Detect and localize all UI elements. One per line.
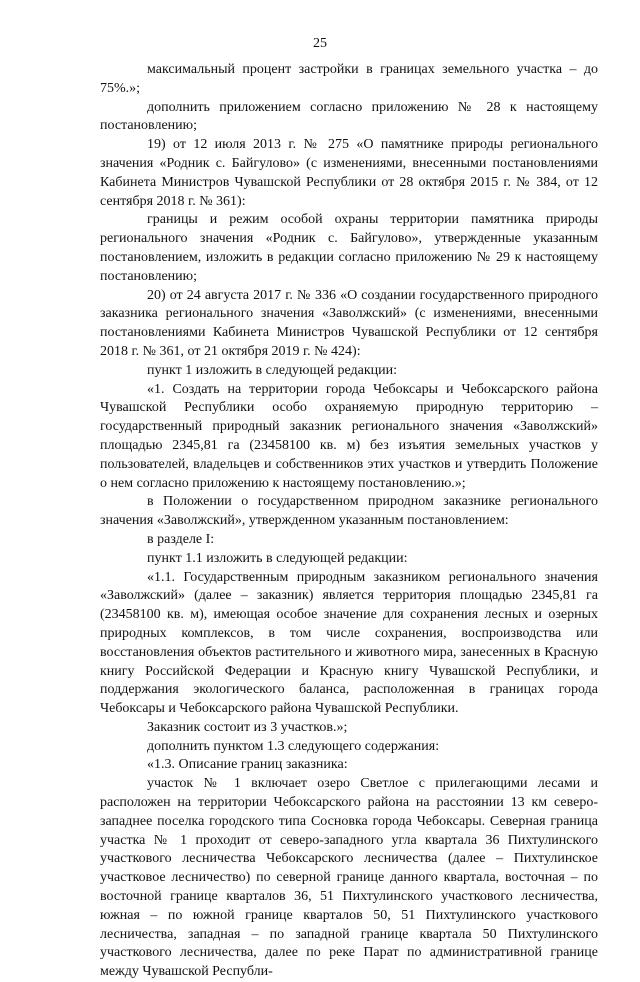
paragraph-4: границы и режим особой охраны территории памятника природы регионального значения «Родник с. Байгулово», утвержденные указанным постановлением, изложить в редакции согласно приложению № 29 к настоящему постановлению; <box>100 212 598 284</box>
paragraph-12: Заказник состоит из 3 участков.»; <box>147 719 348 735</box>
paragraph-10: пункт 1.1 изложить в следующей редакции: <box>147 550 408 566</box>
paragraph-9: в разделе I: <box>147 531 215 547</box>
document-body <box>100 61 598 982</box>
page-number: 25 <box>313 36 327 51</box>
paragraph-6: пункт 1 изложить в следующей редакции: <box>147 362 397 378</box>
paragraph-3: 19) от 12 июля 2013 г. № 275 «О памятнике природы регионального значения «Родник с. Байгулово» (с изменениями, внесенными постановлениями Кабинета Министров Чувашской Республики от 28 октября 2015 г. № 384, от 12 сентября 2018 г. № 361): <box>100 137 598 209</box>
paragraph-15: участок № 1 включает озеро Светлое с прилегающими лесами и расположен на территории Чебоксарского района на расстоянии 13 км северо-западнее поселка городского типа Сосновка города Чебоксары. Северная граница участка № 1 проходит от северо-западного угла квартала 36 Пихтулинского участкового лесничества Чебоксарского лесничества (далее – Пихтулинское участковое лесничество) по северной границе данного квартала, восточная – по восточной границе кварталов 36, 51 Пихтулинского участкового лесничества, южная – по южной границе кварталов 50, 51 Пихтулинского участкового лесничества, западная – по западной границе квартала 50 Пихтулинского участкового лесничества, далее по реке Парат по административной границе между Чувашской Республи- <box>100 776 598 980</box>
paragraph-14: «1.3. Описание границ заказника: <box>147 757 348 773</box>
paragraph-2: дополнить приложением согласно приложению № 28 к настоящему постановлению; <box>100 99 598 134</box>
paragraph-7: «1. Создать на территории города Чебоксары и Чебоксарского района Чувашской Республики особо охраняемую природную территорию – государственный природный заказник регионального значения «Заволжский» площадью 2345,81 га (23458100 кв. м) без изъятия земельных участков у пользователей, владельцев и собственников этих участков и утвердить Положение о нем согласно приложению к настоящему постановлению.»; <box>100 381 598 491</box>
paragraph-8: в Положении о государственном природном заказнике регионального значения «Заволжский», утвержденном указанным постановлением: <box>100 494 598 529</box>
paragraph-11: «1.1. Государственным природным заказником регионального значения «Заволжский» (далее – заказник) является территория площадью 2345,81 га (23458100 кв. м), имеющая особое значение для сохранения лесных и озерных природных комплексов, в том числе сохранения, воспроизводства или восстановления объектов растительного и животного мира, занесенных в Красную книгу Российской Федерации и Красную книгу Чувашской Республики, и поддержания экологического баланса, расположенная в границах города Чебоксары и Чебоксарского района Чувашской Республики. <box>100 569 598 717</box>
paragraph-13: дополнить пунктом 1.3 следующего содержания: <box>147 738 440 754</box>
paragraph-5: 20) от 24 августа 2017 г. № 336 «О создании государственного природного заказника регионального значения «Заволжский» (с изменениями, внесенными постановлениями Кабинета Министров Чувашской Республики от 12 сентября 2018 г. № 361, от 21 октября 2019 г. № 424): <box>100 287 598 359</box>
paragraph-1: максимальный процент застройки в границах земельного участка – до 75%.»; <box>100 62 598 96</box>
